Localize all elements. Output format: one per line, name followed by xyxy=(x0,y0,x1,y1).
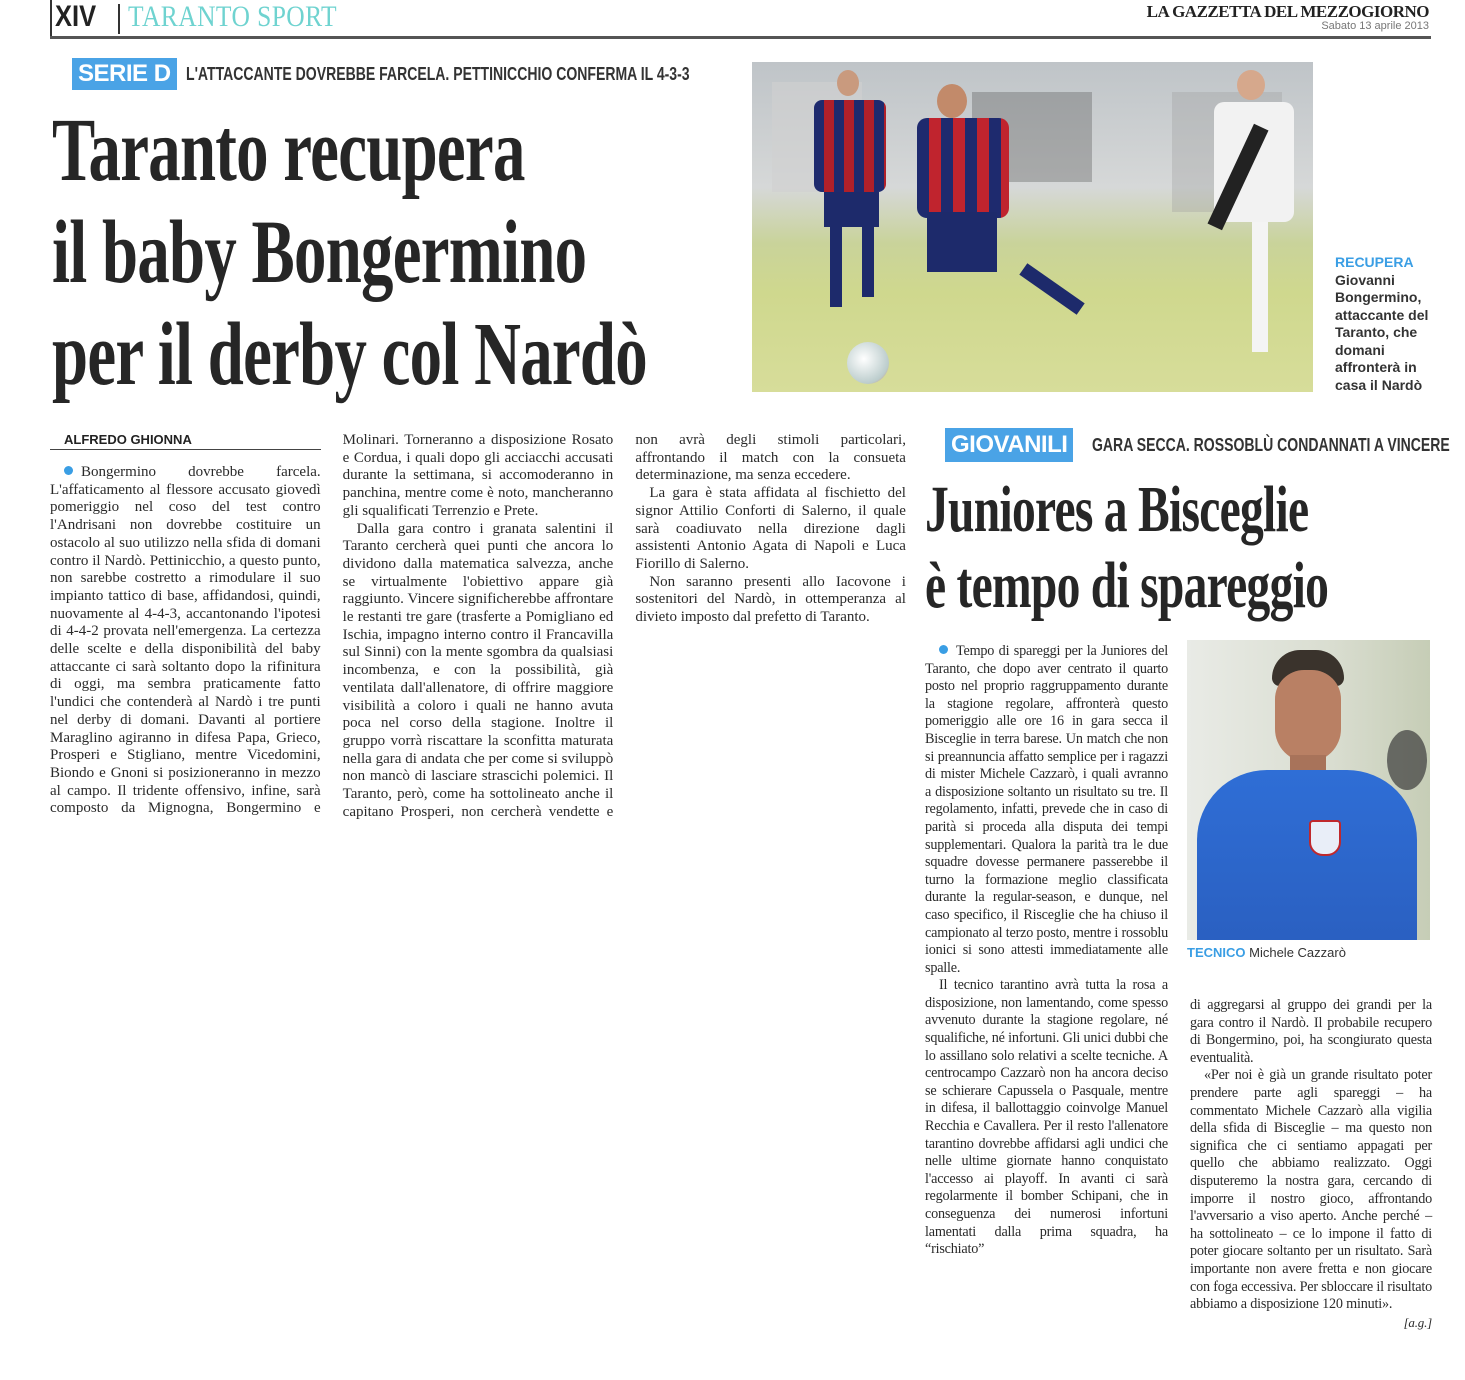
headline-line: Taranto recupera xyxy=(52,101,525,200)
header-rule xyxy=(50,36,1431,39)
main-kicker: L'ATTACCANTE DOVREBBE FARCELA. PETTINICCHIO CONFERMA IL 4-3-3 xyxy=(186,64,690,84)
caption-label: TECNICO xyxy=(1187,945,1246,960)
article-paragraph: Dalla gara contro i granata salentini il Taranto cercherà quei punti che ancora lo dividono dalla matematica salvezza, anche se virtualmente l'obiettivo appare già raggiunto. Vincere significherebbe affrontare le restanti tre gare (trasferte a Pomigliano ed Ischia, impagno interno contro il Francavilla sul Sinni) con la mente sgombra da qualsiasi incombenza, e con la possibilità, già ventilata dall'allenatore, di offrire maggiore visibilità a coloro i quali ne hanno avuta poca nel corso della stagione. Inoltre il gruppo vorrà riscattare la sconfitta maturata nella gara di andata che per come si sviluppò non mancò di lasciare strascichi polemici. Il Taranto, però, come ha sottolineato anche il capitano Prosperi, non cercherà vendette e non avrà degli stimoli particolari, affrontando il match con la consueta determinazione, ma senza eccedere. xyxy=(342,432,906,820)
article-paragraph: di aggregarsi al gruppo dei grandi per la gara contro il Nardò. Il probabile recupero di Bongermino, poi, ha scongiurato questa eventualità. xyxy=(1190,997,1432,1066)
bullet-dot-icon xyxy=(64,466,73,475)
article-paragraph: Tempo di spareggi per la Juniores del Taranto, che dopo aver centrato il quarto posto nel proprio raggruppamento durante la stagione regolare, affronterà questo pomeriggio alle ore 16 in gara secca il Bisceglie in terra barese. Un match che non si preannuncia affatto semplice per i ragazzi di mister Michele Cazzarò, i quali avranno a disposizione soltanto un risultato su tre. Il regolamento, infatti, prevede che in caso di parità si proceda alla disputa dei tempi supplementari. Qualora la parità tra le due squadre dovesse permanere passerebbe il turno la formazione meglio classificata durante la regular-season, e dunque, nel caso specifico, il Risceglie che ha chiuso il campionato al terzo posto, mentre i rossoblu ionici si sono attesti immediatamente alle spalle. xyxy=(925,643,1168,976)
article-paragraph: La gara è stata affidata al fischietto del signor Attilio Conforti di Salerno, il quale sarà coadiuvato nella direzione dagli assistenti Antonio Agata di Napoli e Luca Fiorillo di Salerno. xyxy=(635,485,906,572)
section-title: TARANTO SPORT xyxy=(128,0,338,33)
caption-text: Michele Cazzarò xyxy=(1249,945,1346,960)
main-article-body xyxy=(50,432,906,824)
article-paragraph: Bongermino dovrebbe farcela. L'affaticamento al flessore accusato giovedì pomeriggio nel coso del test contro l'Andrisani non dovrebbe costituire un ostacolo al suo utilizzo nella sfida di domani contro il Nardò. Pettinicchio, a questo punto, non sarebbe costretto a rimodulare il suo impianto tattico di base, affidandosi, quindi, nuovamente al 4-4-3, accantonando l'ipotesi di 4-4-2 provata nell'emergenza. La certezza delle scelte e della disponibilità del baby attaccante ci sarà soltanto dopo la rifinitura di oggi, ma sembra praticamente fatto l'undici che contenderà al Nardò i tre punti nel derby di domani. Davanti al portiere Maraglino agiranno in difesa Papa, Grieco, Prosperi e Stigliano, mentre Vicedomini, Biondo e Gnoni si posizioneranno in mezzo al campo. Il tridente offensivo, infine, sarà composto da Mignogna, Bongermino e Molinari. Torneranno a disposizione Rosato e Cordua, i quali dopo gli acciacchi accusati durante la settimana, si accomoderanno in panchina, mentre come è noto, mancheranno gli squalificati Terrenzio e Prete. xyxy=(50,432,614,817)
article-paragraph: «Per noi è già un grande risultato poter prendere parte agli spareggi – ha commentato Michele Cazzarò alla vigilia della sfida di Bisceglie – ma questo non significa che ci sentiamo appagati per quello che abbiamo realizzato. Oggi disputeremo la nostra gara, cercando di imporre il nostro gioco, affrontando l'avversario a viso aperto. Anche perché – ha sottolineato – ce lo impone il fatto di poter giocare soltanto per un risultato. Sarà importante non avere fretta e non giocare con foga eccessiva. Per sbloccare il risultato abbiamo a disposizione 120 minuti». [a.g.] xyxy=(1190,1067,1432,1330)
headline-line: Juniores a Bisceglie xyxy=(925,473,1309,546)
page-number: XIV xyxy=(55,0,97,33)
bullet-dot-icon xyxy=(939,645,948,654)
photo-caption xyxy=(1187,945,1346,960)
main-headline xyxy=(52,100,647,406)
newspaper-name: LA GAZZETTA DEL MEZZOGIORNO xyxy=(1146,2,1429,21)
category-tag-giovanili: GIOVANILI xyxy=(945,428,1073,462)
second-headline xyxy=(925,472,1328,624)
caption-text: Giovanni Bongermino, attaccante del Taranto, che domani affronterà in casa il Nardò xyxy=(1335,271,1429,393)
match-photo xyxy=(752,62,1313,392)
author-initials: [a.g.] xyxy=(1403,1314,1432,1330)
issue-date: Sabato 13 aprile 2013 xyxy=(1321,20,1429,32)
second-kicker: GARA SECCA. ROSSOBLÙ CONDANNATI A VINCERE xyxy=(1092,435,1450,455)
article-paragraph: Il tecnico tarantino avrà tutta la rosa a disposizione, non lamentando, come spesso avvenuto durante la stagione regolare, né squalifiche, né infortuni. Gli unici dubbi che lo assillano solo relativi a scelte tecniche. A centrocampo Cazzarò non ha ancora deciso se schierare Capussela o Pasquale, mentre in difesa, il ballottaggio coinvolge Manuel Recchia e Cavallera. Per il resto l'allenatore tarantino dovrebbe affidarsi agli undici che nelle ultime giornate hanno conquistato l'accesso ai playoff. In avanti ci sarà regolarmente il bomber Schipani, che in conseguenza dei numerosi infortuni lamentati dalla prima squadra, ha “rischiato” xyxy=(925,977,1168,1258)
caption-label: RECUPERA xyxy=(1335,254,1414,270)
headline-line: è tempo di spareggio xyxy=(925,549,1329,622)
second-article-column-2 xyxy=(1190,997,1432,1331)
article-paragraph: Non saranno presenti allo Iacovone i sostenitori del Nardò, in ottemperanza al divieto imposto dal prefetto di Taranto. xyxy=(635,573,906,626)
coach-portrait-photo xyxy=(1187,640,1430,940)
second-article-column-1 xyxy=(925,643,1168,1259)
header-separator xyxy=(118,4,120,34)
header-left-rule xyxy=(50,0,52,38)
photo-caption xyxy=(1335,254,1435,394)
headline-line: per il derby col Nardò xyxy=(52,305,647,404)
category-tag-serie-d: SERIE D xyxy=(72,58,177,90)
headline-line: il baby Bongermino xyxy=(52,203,587,302)
byline: ALFREDO GHIONNA xyxy=(50,432,321,450)
